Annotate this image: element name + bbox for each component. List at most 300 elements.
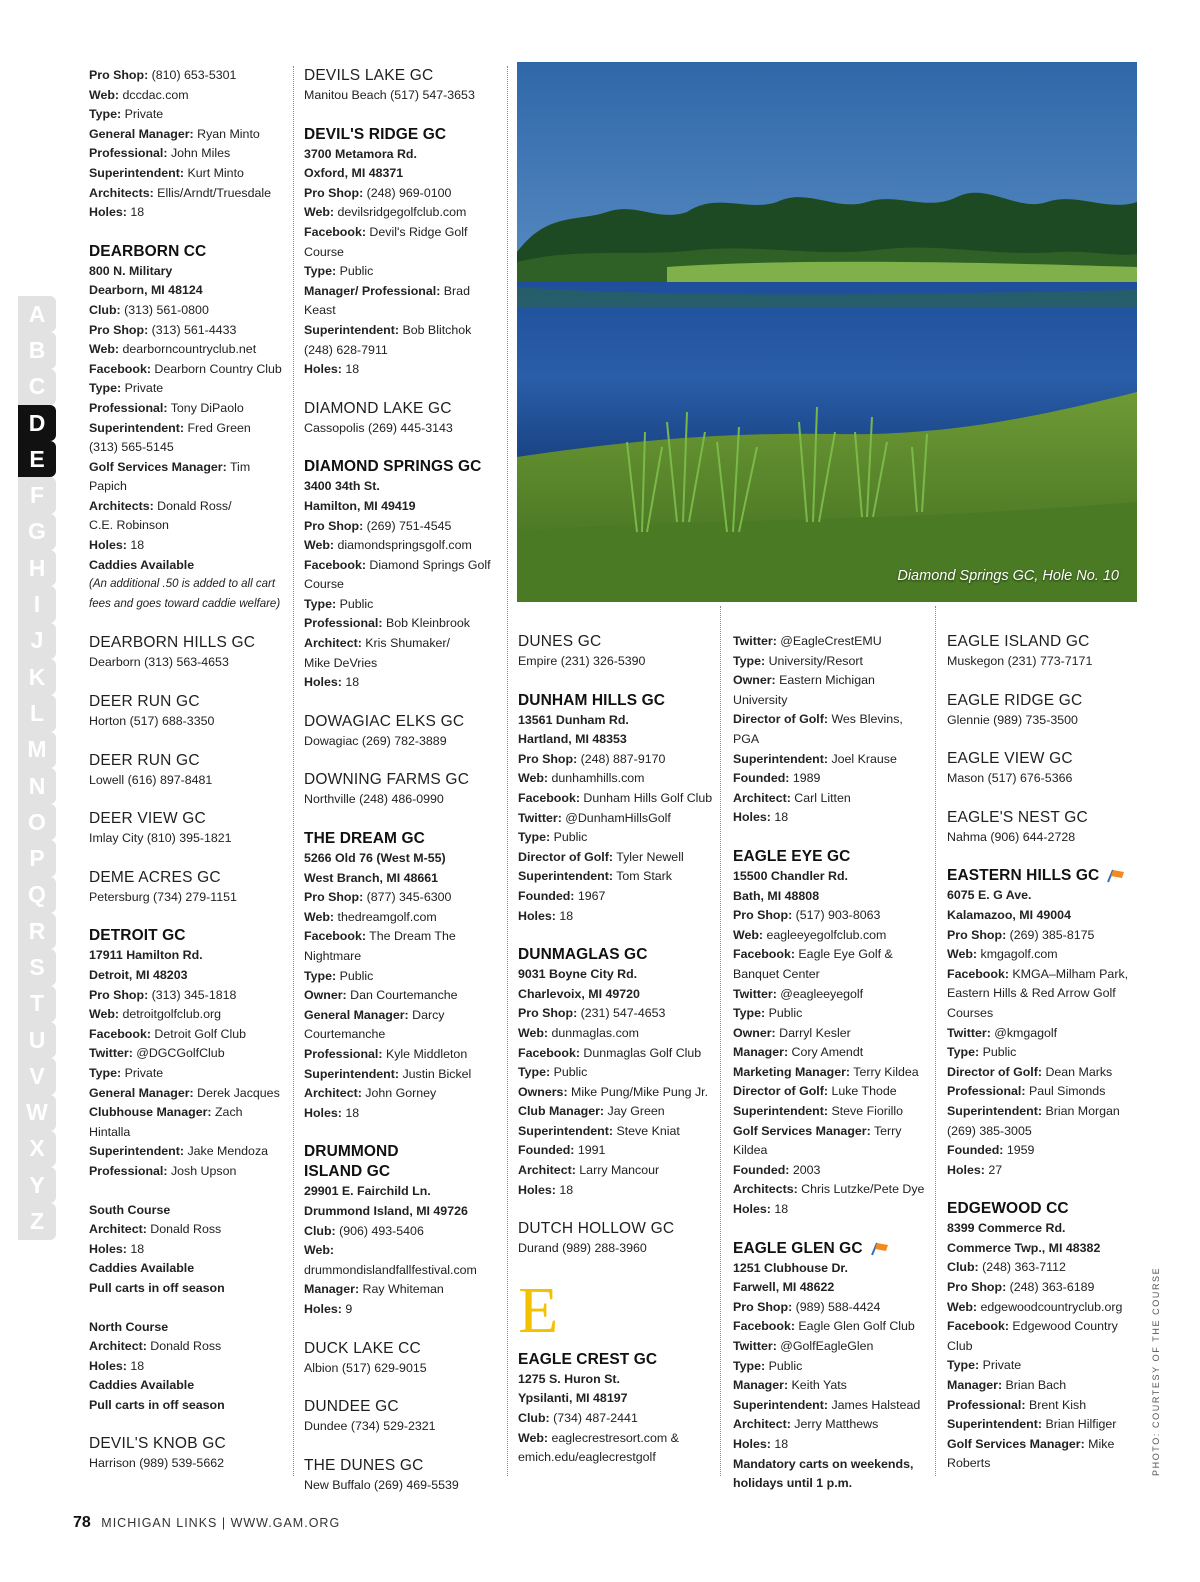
detail-line (304, 654, 500, 674)
detail-value: Justin Bickel (399, 1066, 472, 1081)
course-photo (517, 62, 1137, 602)
course-name: DEVIL'S RIDGE GC (304, 125, 447, 143)
detail-line (733, 1122, 928, 1142)
location-phone: Empire (231) 326-5390 (518, 654, 646, 668)
detail-label: Architect: (89, 1339, 147, 1354)
detail-value: Fred Green (184, 420, 251, 435)
detail-label: Mandatory carts on weekends, (733, 1456, 914, 1471)
listing (89, 242, 284, 615)
detail-label: Pro Shop: (518, 751, 578, 766)
listing (89, 926, 284, 1415)
detail-line (947, 1258, 1137, 1278)
location-phone: Mason (517) 676-5366 (947, 771, 1073, 786)
detail-line (733, 1357, 928, 1377)
detail-label: Holes: (733, 1202, 771, 1217)
detail-value: Public (336, 264, 374, 279)
address-line: Kalamazoo, MI 49004 (947, 907, 1071, 922)
detail-line (89, 1396, 284, 1416)
detail-line (89, 1318, 284, 1338)
detail-line (518, 1429, 713, 1449)
detail-label: Facebook: (947, 966, 1009, 981)
detail-value: Tim Papich (89, 459, 251, 494)
detail-line (89, 1376, 284, 1396)
detail-line (304, 1065, 500, 1085)
listing (304, 1397, 500, 1437)
course-name: EAGLE RIDGE GC (947, 691, 1083, 709)
alphabet-letter-k: K (18, 659, 56, 695)
detail-value: Kildea (733, 1143, 768, 1158)
detail-label: Architect: (733, 790, 791, 805)
detail-value: Ray Whiteman (359, 1282, 444, 1297)
detail-label: Marketing Manager: (733, 1064, 851, 1079)
detail-label: Pro Shop: (304, 185, 364, 200)
detail-line (304, 575, 500, 595)
detail-line (947, 1024, 1137, 1044)
detail-label: Web: (304, 205, 335, 220)
detail-value: Paul Simonds (1025, 1084, 1106, 1099)
detail-value: (810) 653-5301 (148, 68, 237, 82)
detail-line (947, 1435, 1137, 1455)
detail-value: thedreamgolf.com (334, 909, 437, 924)
detail-line (947, 1337, 1137, 1357)
detail-label: Golf Services Manager: (947, 1436, 1085, 1451)
detail-line (733, 965, 928, 985)
detail-line (733, 691, 928, 711)
detail-value: (906) 493-5406 (335, 1223, 424, 1238)
address-line: Bath, MI 48808 (733, 888, 820, 903)
detail-label: holidays until 1 p.m. (733, 1476, 853, 1491)
detail-line (304, 927, 500, 947)
detail-line (89, 1279, 284, 1299)
column-5 (947, 632, 1137, 1493)
course-name: DEME ACRES GC (89, 868, 221, 886)
detail-line (518, 1102, 713, 1122)
flag-icon (869, 1242, 889, 1256)
detail-line (733, 1102, 928, 1122)
detail-value: 9 (341, 1301, 353, 1316)
detail-line (733, 926, 928, 946)
detail-value: 1959 (1003, 1143, 1035, 1158)
detail-label: Founded: (947, 1143, 1004, 1158)
course-name: THE DREAM GC (304, 830, 425, 848)
location-phone: Horton (517) 688-3350 (89, 714, 215, 729)
detail-label: Twitter: (733, 634, 777, 648)
detail-value: Larry Mancour (575, 1163, 660, 1178)
listing (304, 1142, 500, 1319)
detail-label: Twitter: (518, 810, 562, 825)
alphabet-letter-o: O (18, 804, 56, 840)
detail-value: Tony DiPaolo (167, 400, 244, 415)
detail-value: 18 (555, 908, 574, 923)
detail-line (733, 1063, 928, 1083)
detail-label: Web: (89, 87, 120, 102)
detail-label: Architect: (733, 1417, 791, 1432)
detail-line (304, 614, 500, 634)
detail-line (733, 1161, 928, 1181)
detail-value: kmgagolf.com (977, 947, 1058, 962)
course-name: DOWAGIAC ELKS GC (304, 712, 465, 730)
detail-line (304, 243, 500, 263)
detail-value: emich.edu/eaglecrestgolf (518, 1450, 656, 1465)
detail-line (733, 750, 928, 770)
detail-value: Tom Stark (613, 869, 672, 884)
course-name: DEER RUN GC (89, 751, 200, 769)
detail-line (89, 184, 284, 204)
detail-label: Caddies Available (89, 557, 195, 572)
detail-line (733, 1180, 928, 1200)
detail-line (947, 1454, 1137, 1474)
address-line: 1275 S. Huron St. (518, 1371, 620, 1386)
listing (304, 457, 500, 693)
detail-value: eagleeyegolfclub.com (763, 927, 887, 942)
course-name: THE DUNES GC (304, 1456, 424, 1474)
photo-caption: Diamond Springs GC, Hole No. 10 (897, 568, 1119, 584)
detail-line (518, 907, 713, 927)
detail-label: Type: (947, 1045, 980, 1060)
detail-line (304, 536, 500, 556)
listing (89, 66, 284, 223)
detail-label: Pro Shop: (947, 927, 1007, 942)
course-name: DIAMOND LAKE GC (304, 399, 452, 417)
detail-value: edgewoodcountryclub.org (977, 1299, 1123, 1314)
course-name: EASTERN HILLS GC (947, 866, 1137, 886)
address-line: Hartland, MI 48353 (518, 732, 627, 747)
detail-line (89, 1357, 284, 1377)
detail-line (304, 1104, 500, 1124)
detail-value: (313) 561-4433 (148, 322, 237, 337)
location-phone: Northville (248) 486-0990 (304, 792, 444, 807)
detail-label: Web: (518, 1025, 549, 1040)
detail-label: Pro Shop: (733, 1299, 793, 1314)
detail-line (304, 1300, 500, 1320)
detail-line (518, 1141, 713, 1161)
detail-value: Carl Litten (790, 790, 851, 805)
address-line: Hamilton, MI 49419 (304, 498, 416, 513)
detail-value: (269) 751-4545 (363, 518, 452, 533)
address-line: Dearborn, MI 48124 (89, 283, 203, 298)
detail-line (733, 789, 928, 809)
detail-label: Architects: (89, 498, 154, 513)
detail-line (518, 1409, 713, 1429)
detail-line (733, 945, 928, 965)
address-line: 9031 Boyne City Rd. (518, 967, 638, 982)
course-name: DETROIT GC (89, 927, 186, 945)
detail-value: Mike (1084, 1436, 1115, 1451)
detail-value: (231) 547-4653 (577, 1006, 666, 1021)
detail-value: @EagleCrestEMU (776, 634, 882, 648)
location-phone: Durand (989) 288-3960 (518, 1241, 647, 1256)
address-line: 3400 34th St. (304, 479, 380, 494)
detail-label: Web: (518, 771, 549, 786)
detail-line (89, 1005, 284, 1025)
detail-label: Superintendent: (733, 751, 828, 766)
detail-line (733, 632, 928, 652)
blank-line (89, 1299, 284, 1318)
address-line: 8399 Commerce Rd. (947, 1221, 1066, 1236)
detail-value: eaglecrestresort.com & (548, 1430, 679, 1445)
column-divider (720, 606, 721, 1476)
detail-line (89, 340, 284, 360)
detail-value: Jerry Matthews (790, 1417, 879, 1432)
detail-value: Brian Morgan (1042, 1103, 1120, 1118)
detail-line (947, 984, 1137, 1004)
detail-line (947, 1004, 1137, 1024)
detail-label: Superintendent: (304, 1066, 399, 1081)
detail-line (304, 1045, 500, 1065)
detail-line (304, 1084, 500, 1104)
location-phone: Cassopolis (269) 445-3143 (304, 420, 453, 435)
detail-label: Manager/ Professional: (304, 283, 441, 298)
detail-line (304, 517, 500, 537)
detail-value: John Miles (167, 146, 231, 161)
detail-value: Derek Jacques (193, 1085, 280, 1100)
alphabet-letter-n: N (18, 768, 56, 804)
detail-value: Public (765, 1006, 803, 1021)
detail-label: Club: (947, 1260, 979, 1275)
listing (89, 692, 284, 732)
detail-label: Web: (89, 342, 120, 357)
detail-value: Kyle Middleton (382, 1046, 468, 1061)
detail-label: Facebook: (518, 790, 580, 805)
detail-line (89, 66, 284, 86)
detail-line (947, 1278, 1137, 1298)
listing (947, 632, 1137, 672)
page-footer (73, 1514, 340, 1532)
detail-line (89, 1123, 284, 1143)
detail-value: Keast (304, 303, 336, 318)
location-phone: Muskegon (231) 773-7171 (947, 654, 1093, 668)
detail-line (304, 967, 500, 987)
address-line: Ypsilanti, MI 48197 (518, 1391, 628, 1406)
location-phone: Lowell (616) 897-8481 (89, 772, 213, 787)
location-phone: Dowagiac (269) 782-3889 (304, 733, 447, 748)
location-phone: Albion (517) 629-9015 (304, 1360, 427, 1375)
course-name: DEVIL'S KNOB GC (89, 1435, 226, 1453)
detail-value: Ryan Minto (193, 126, 260, 141)
detail-label: Twitter: (89, 1046, 133, 1061)
detail-label: Holes: (304, 1105, 342, 1120)
detail-line (89, 125, 284, 145)
detail-label: Holes: (89, 538, 127, 553)
detail-line (733, 1455, 928, 1475)
detail-line (947, 1356, 1137, 1376)
detail-label: Superintendent: (89, 1144, 184, 1159)
detail-label: Founded: (518, 1143, 575, 1158)
detail-label: Facebook: (304, 929, 366, 944)
detail-line (89, 497, 284, 517)
detail-value: 18 (770, 810, 789, 825)
detail-value: (248) 628-7911 (304, 342, 388, 357)
course-name: DIAMOND SPRINGS GC (304, 458, 482, 476)
detail-label: Pro Shop: (733, 908, 793, 923)
page-number: 78 (73, 1514, 91, 1531)
detail-line (733, 1024, 928, 1044)
address-line: 800 N. Military (89, 263, 173, 278)
detail-label: Facebook: (89, 1026, 151, 1041)
location-phone: Petersburg (734) 279-1151 (89, 889, 237, 904)
detail-label: Owner: (733, 673, 776, 688)
detail-line (518, 867, 713, 887)
detail-line (518, 1181, 713, 1201)
detail-label: Superintendent: (518, 1123, 613, 1138)
detail-label: Twitter: (733, 1339, 777, 1353)
detail-line (947, 1298, 1137, 1318)
detail-value: 1967 (574, 888, 606, 903)
listing (304, 1339, 500, 1379)
alphabet-letter-x: X (18, 1131, 56, 1167)
listing (947, 749, 1137, 789)
detail-label: Club: (89, 302, 121, 317)
detail-label: Facebook: (518, 1045, 580, 1060)
course-name: DEER RUN GC (89, 693, 200, 711)
detail-line (947, 1141, 1137, 1161)
detail-label: Professional: (89, 400, 168, 415)
detail-label: Type: (89, 381, 122, 396)
address-line: Oxford, MI 48371 (304, 166, 404, 181)
detail-value: Jay Green (604, 1104, 665, 1119)
footer-text: MICHIGAN LINKS | WWW.GAM.ORG (101, 1516, 341, 1530)
detail-line (89, 419, 284, 439)
address-line: 6075 E. G Ave. (947, 888, 1032, 903)
course-name: DUTCH HOLLOW GC (518, 1220, 675, 1238)
detail-value: Josh Upson (167, 1163, 237, 1178)
detail-line (733, 671, 928, 691)
detail-line (518, 1161, 713, 1181)
detail-label: Superintendent: (518, 869, 613, 884)
detail-label: Pro Shop: (304, 890, 364, 905)
detail-value: Private (121, 1065, 164, 1080)
detail-line (89, 301, 284, 321)
address-line: West Branch, MI 48661 (304, 870, 439, 885)
detail-label: Holes: (518, 908, 556, 923)
detail-value: Brent Kish (1025, 1397, 1087, 1412)
address-line: Drummond Island, MI 49726 (304, 1203, 468, 1218)
detail-value: Terry Kildea (850, 1064, 919, 1079)
detail-value: 18 (126, 1241, 145, 1256)
photo-credit: PHOTO: COURTESY OF THE COURSE (1151, 1266, 1161, 1476)
course-name: EAGLE GLEN GC (733, 1239, 928, 1259)
detail-line (947, 1396, 1137, 1416)
detail-label: Holes: (304, 1301, 342, 1316)
alphabet-letter-y: Y (18, 1167, 56, 1203)
detail-value: Ellis/Arndt/Truesdale (153, 185, 272, 200)
detail-line (733, 710, 928, 749)
alphabet-letter-s: S (18, 949, 56, 985)
detail-line (733, 1141, 928, 1161)
detail-label: Superintendent: (89, 420, 184, 435)
address-line: Detroit, MI 48203 (89, 968, 188, 982)
detail-value: @eagleeyegolf (776, 986, 864, 1001)
detail-value: Devil's Ridge Golf (365, 224, 468, 239)
location-phone: Glennie (989) 735-3500 (947, 712, 1078, 727)
detail-line (518, 1004, 713, 1024)
detail-value: drummondislandfallfestival.com (304, 1262, 477, 1277)
detail-value: Keith Yats (788, 1378, 847, 1393)
detail-line (304, 1006, 500, 1026)
detail-label: Pro Shop: (947, 1280, 1007, 1295)
alphabet-letter-c: C (18, 369, 56, 405)
detail-value: Donald Ross (146, 1222, 222, 1237)
detail-value: KMGA–Milham Park, (1008, 966, 1129, 981)
lake-landscape-image (517, 62, 1137, 602)
detail-line (733, 1376, 928, 1396)
detail-label: Manager: (304, 1282, 360, 1297)
detail-label: Superintendent: (733, 1397, 828, 1412)
detail-value: Private (121, 107, 164, 122)
detail-label: South Course (89, 1202, 171, 1217)
detail-value: Kris Shumaker/ (361, 636, 450, 651)
course-name: DEVILS LAKE GC (304, 67, 434, 84)
detail-value: diamondspringsgolf.com (334, 538, 472, 553)
detail-label: Twitter: (733, 986, 777, 1001)
detail-label: Golf Services Manager: (733, 1123, 871, 1138)
detail-label: General Manager: (89, 126, 194, 141)
detail-value: Dearborn Country Club (150, 361, 282, 376)
address-line: Charlevoix, MI 49720 (518, 986, 640, 1001)
detail-line (733, 1474, 928, 1494)
detail-line (947, 1317, 1137, 1337)
course-name: EAGLE'S NEST GC (947, 808, 1088, 826)
detail-label: Architect: (304, 636, 362, 651)
detail-line (304, 184, 500, 204)
detail-label: Holes: (304, 362, 342, 377)
detail-line (518, 769, 713, 789)
detail-line (304, 341, 500, 361)
course-name: DOWNING FARMS GC (304, 771, 470, 789)
detail-value: Course (304, 577, 344, 592)
detail-line (304, 282, 500, 302)
detail-line (518, 828, 713, 848)
detail-value: Hintalla (89, 1124, 131, 1139)
address-line: 17911 Hamilton Rd. (89, 948, 203, 963)
detail-label: Facebook: (304, 224, 366, 239)
listing (89, 809, 284, 849)
detail-line (733, 1298, 928, 1318)
detail-value: Public (765, 1358, 803, 1373)
detail-line (89, 86, 284, 106)
listing (89, 868, 284, 908)
course-name: DUNES GC (518, 633, 602, 650)
detail-value: (313) 565-5145 (89, 440, 174, 455)
alphabet-letter-l: L (18, 695, 56, 731)
alphabet-letter-z: Z (18, 1203, 56, 1239)
alphabet-letter-a: A (18, 296, 56, 332)
address-line: 29901 E. Fairchild Ln. (304, 1184, 431, 1199)
location-phone: Dearborn (313) 563-4653 (89, 655, 229, 670)
alphabet-letter-u: U (18, 1022, 56, 1058)
detail-value: Public (550, 830, 588, 845)
detail-label: Facebook: (733, 947, 795, 962)
detail-line (89, 1064, 284, 1084)
detail-value: Diamond Springs Golf (365, 557, 491, 572)
detail-label: Holes: (89, 1358, 127, 1373)
column-divider (935, 606, 936, 1476)
detail-label: Type: (304, 264, 337, 279)
alphabet-letter-p: P (18, 840, 56, 876)
detail-label: Pro Shop: (518, 1006, 578, 1021)
listing (304, 66, 500, 106)
detail-value: @kmgagolf (990, 1025, 1058, 1040)
detail-line (947, 1161, 1137, 1181)
detail-value: Chris Lutzke/Pete Dye (797, 1182, 925, 1197)
detail-value: devilsridgegolfclub.com (334, 205, 467, 220)
detail-label: Director of Golf: (733, 1084, 828, 1099)
location-phone: Dundee (734) 529-2321 (304, 1419, 436, 1434)
detail-value: 27 (984, 1162, 1003, 1177)
detail-line (947, 965, 1137, 985)
detail-line (733, 1337, 928, 1357)
detail-line (947, 1415, 1137, 1435)
